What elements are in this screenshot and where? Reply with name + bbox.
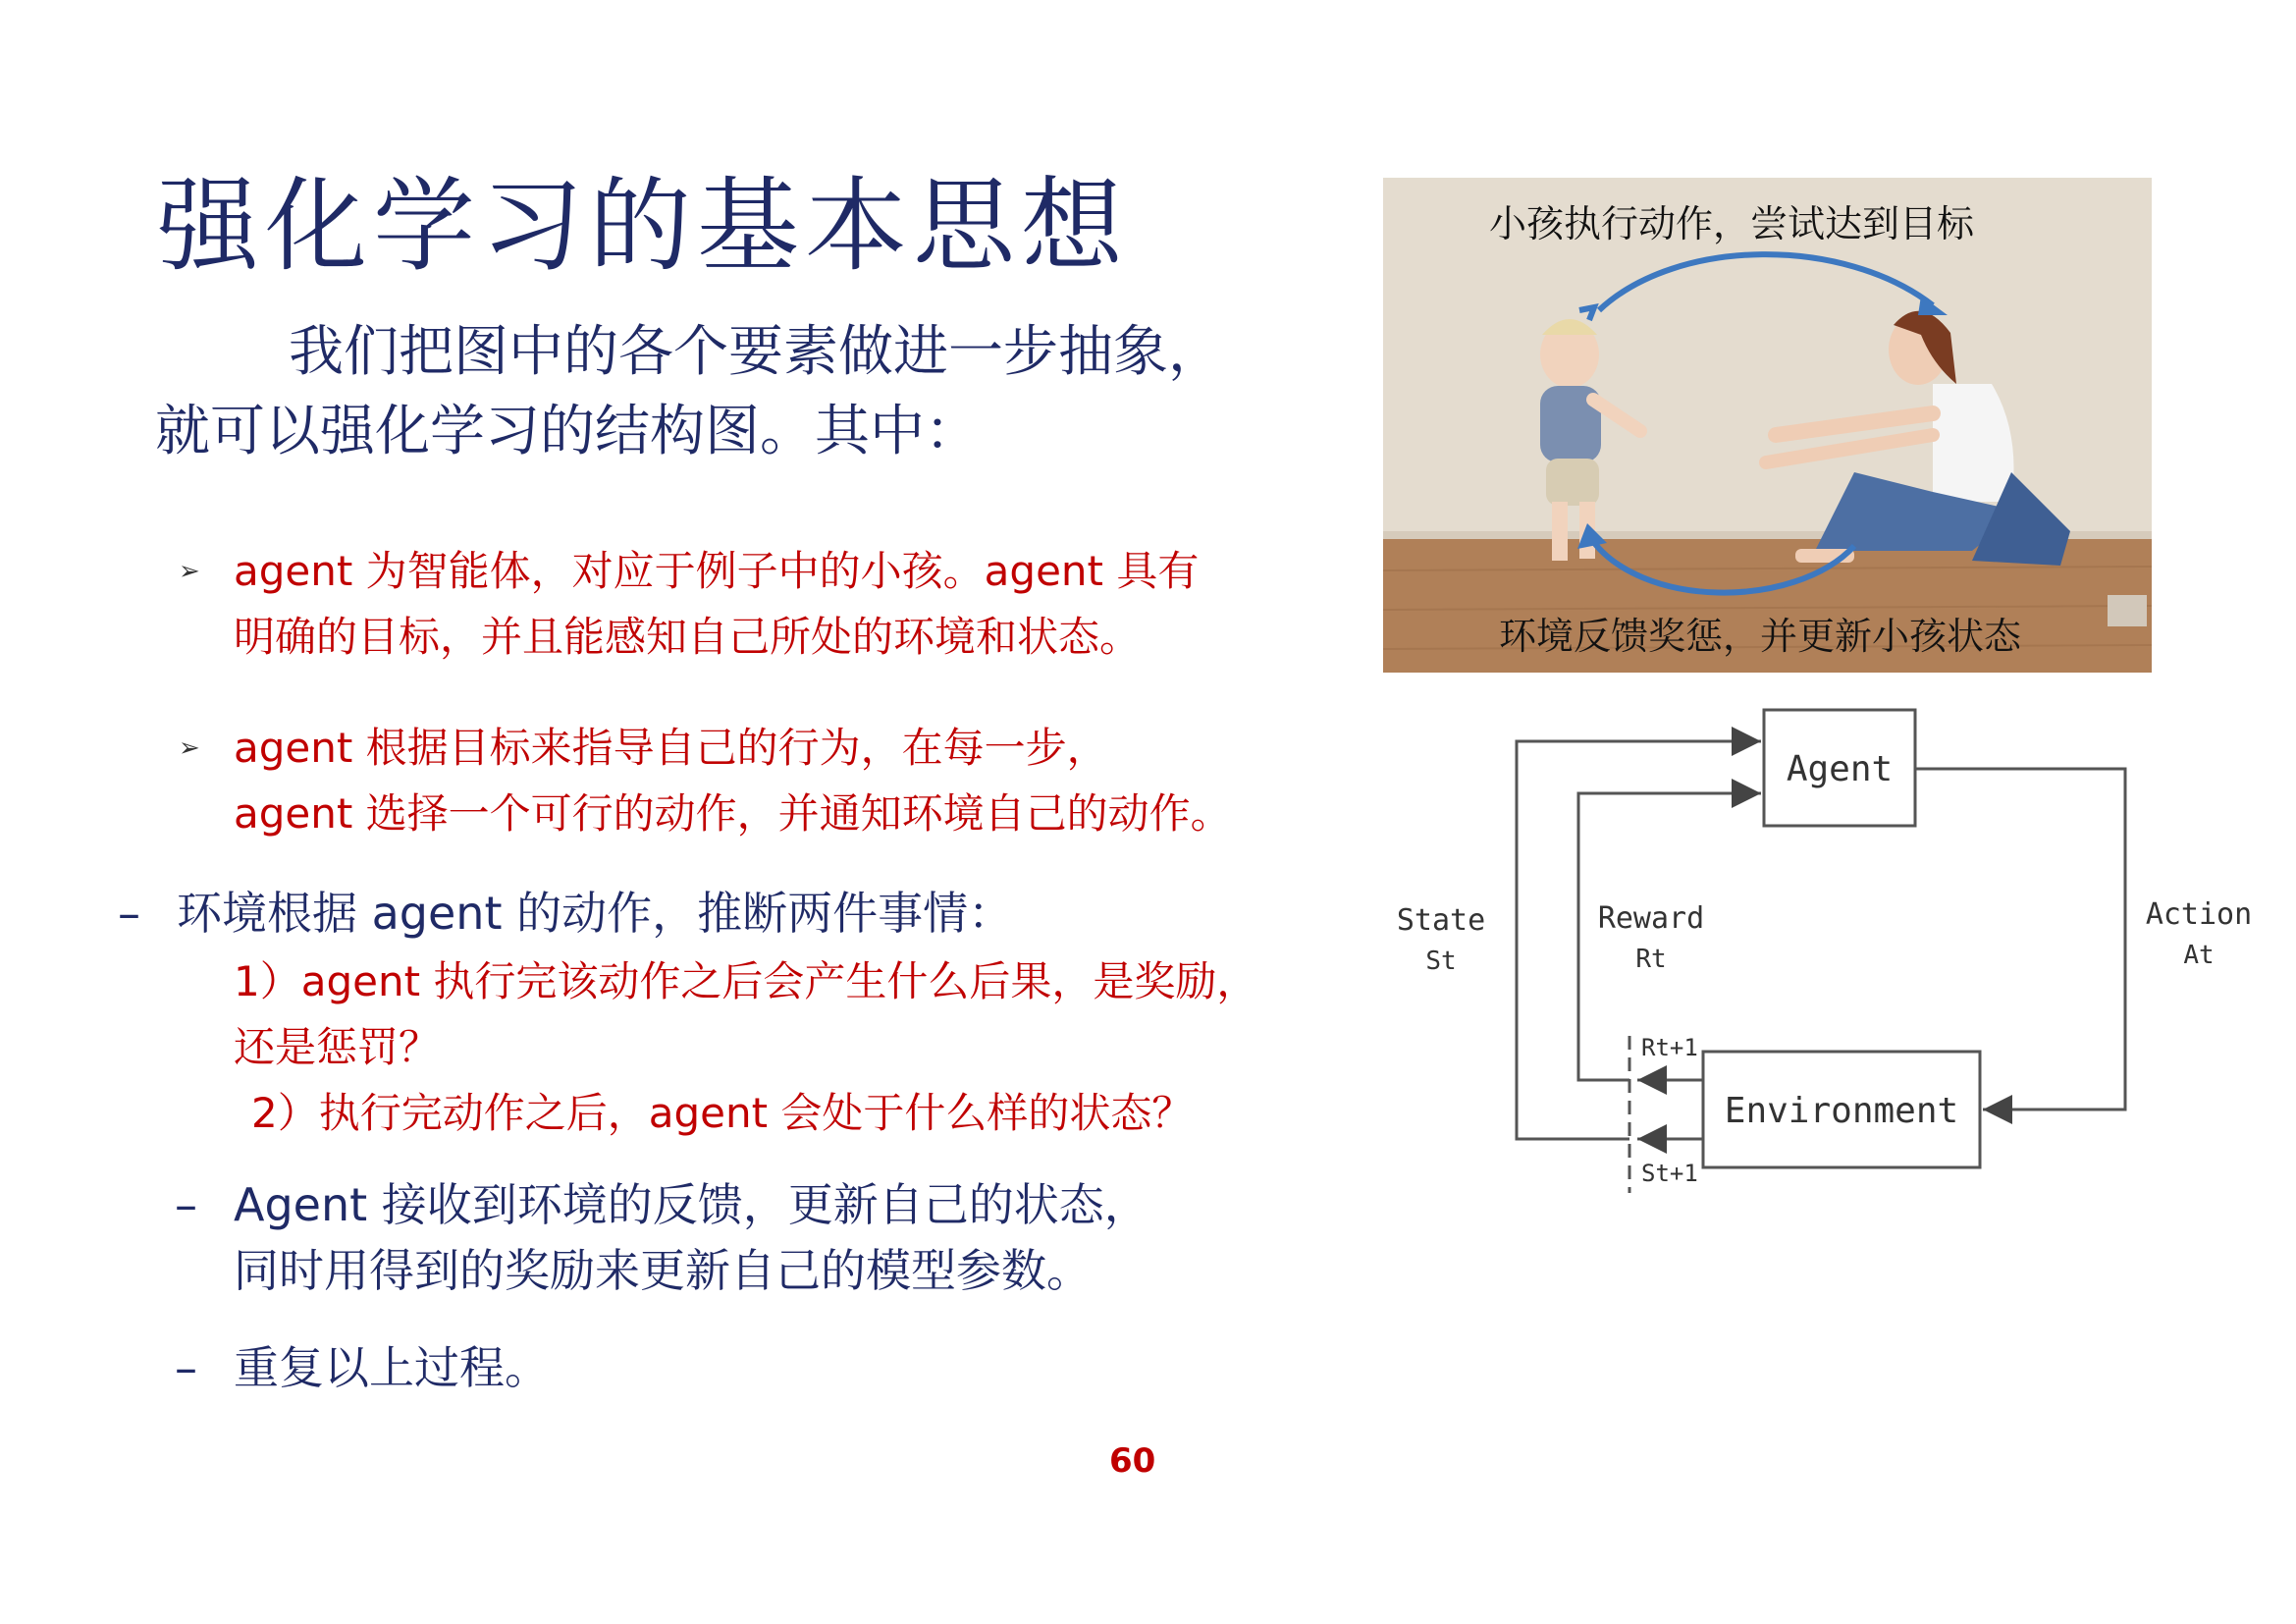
photo-caption-bottom: 环境反馈奖惩，并更新小孩状态 <box>1499 615 2022 658</box>
env-item-text: 环境根据 agent 的动作，推断两件事情： <box>177 887 1014 940</box>
agent-update-item <box>175 1172 1149 1303</box>
bullet-agent-action <box>179 715 1451 846</box>
child-mother-photo <box>1383 178 2152 673</box>
page-number: 60 <box>1109 1441 1156 1481</box>
env-sub-2: 2）执行完动作之后，agent 会处于什么样的状态？ <box>251 1089 1194 1137</box>
bullet-line: agent 根据目标来指导自己的行为，在每一步， <box>234 724 1108 772</box>
photo-illustration <box>1383 178 2152 673</box>
dash-marker: – <box>118 887 140 940</box>
agent-update-line-2: 同时用得到的奖励来更新自己的模型参数。 <box>234 1243 1092 1297</box>
dash-marker: – <box>175 1178 197 1231</box>
agent-box-label: Agent <box>1786 749 1894 789</box>
rl-structure-diagram <box>1394 702 2268 1213</box>
reward-symbol: Rt <box>1635 945 1667 974</box>
bullet-arrow-icon: ➢ <box>179 557 200 586</box>
state-label: State <box>1396 903 1486 938</box>
intro-paragraph <box>155 312 1392 471</box>
dash-marker: – <box>175 1341 197 1394</box>
repeat-item <box>175 1335 550 1401</box>
bullet-line: agent 选择一个可行的动作，并通知环境自己的动作。 <box>234 789 1232 839</box>
repeat-item-text: 重复以上过程。 <box>234 1341 550 1394</box>
env-sub-1 <box>234 948 1257 1080</box>
reward-next-label: Rt+1 <box>1641 1034 1698 1061</box>
intro-line-1: 我们把图中的各个要素做进一步抽象， <box>289 320 1223 384</box>
slide-title: 强化学习的基本思想 <box>157 166 1130 286</box>
intro-line-2: 就可以强化学习的结构图。其中： <box>155 400 980 464</box>
environment-box-label: Environment <box>1724 1091 1959 1131</box>
bullet-agent-definition <box>179 538 1451 670</box>
bullet-line: 明确的目标，并且能感知自己所处的环境和状态。 <box>234 613 1142 662</box>
state-next-label: St+1 <box>1641 1160 1698 1187</box>
bullet-line: agent 为智能体，对应于例子中的小孩。agent 具有 <box>234 547 1200 595</box>
photo-caption-top: 小孩执行动作，尝试达到目标 <box>1489 202 1975 245</box>
env-sub-1-line-1: 1）agent 执行完该动作之后会产生什么后果，是奖励， <box>234 957 1258 1005</box>
action-label: Action <box>2145 897 2253 932</box>
rl-diagram-svg <box>1394 702 2268 1213</box>
env-sub-1-line-2: 还是惩罚？ <box>234 1023 441 1072</box>
action-symbol: At <box>2183 941 2215 970</box>
agent-update-line-1: Agent 接收到环境的反馈，更新自己的状态， <box>234 1178 1149 1231</box>
reward-label: Reward <box>1597 901 1705 936</box>
bullet-arrow-icon: ➢ <box>179 733 200 763</box>
env-item <box>118 881 1014 947</box>
state-symbol: St <box>1425 947 1457 976</box>
